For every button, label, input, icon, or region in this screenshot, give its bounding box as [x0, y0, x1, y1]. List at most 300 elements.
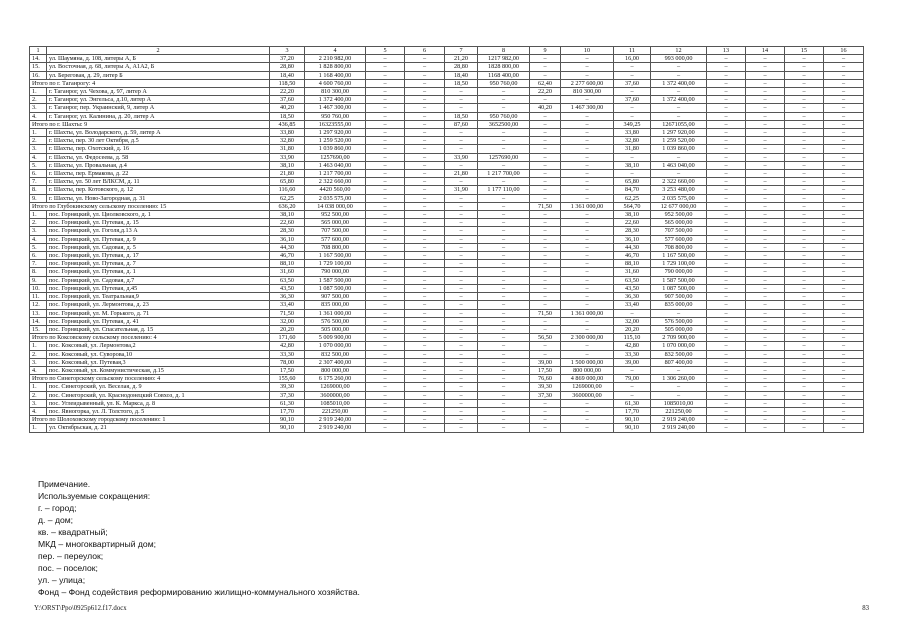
table-cell: –: [707, 424, 746, 432]
table-cell: –: [366, 211, 405, 219]
table-cell: –: [405, 342, 445, 350]
table-cell: –: [530, 71, 561, 79]
table-cell: 810 300,00: [305, 88, 366, 96]
table-cell: –: [405, 309, 445, 317]
table-cell: –: [366, 96, 405, 104]
table-cell: 1 500 000,00: [561, 358, 614, 366]
table-cell: –: [707, 334, 746, 342]
row-number-cell: 7.: [30, 178, 47, 186]
table-cell: –: [445, 129, 478, 137]
table-cell: 1 587 500,00: [305, 276, 366, 284]
table-cell: –: [478, 96, 530, 104]
table-cell: 3600000,00: [305, 391, 366, 399]
table-cell: –: [366, 293, 405, 301]
table-cell: –: [824, 63, 864, 71]
row-number-cell: 2.: [30, 391, 47, 399]
address-cell: пос. Синегорский, ул. Веселая, д. 9: [47, 383, 270, 391]
table-cell: –: [746, 301, 785, 309]
table-cell: –: [445, 145, 478, 153]
table-cell: 62,25: [270, 194, 305, 202]
table-cell: –: [530, 63, 561, 71]
table-cell: –: [824, 112, 864, 120]
table-cell: 3652500,00: [478, 120, 530, 128]
table-cell: 17,50: [530, 366, 561, 374]
table-row: [30, 194, 864, 202]
row-number-cell: 15.: [30, 325, 47, 333]
table-cell: –: [785, 416, 824, 424]
note-title: Примечание.: [38, 479, 91, 489]
table-cell: –: [746, 358, 785, 366]
row-number-cell: 1.: [30, 424, 47, 432]
table-cell: 4 600 760,00: [305, 79, 366, 87]
table-cell: –: [707, 309, 746, 317]
table-cell: 18,50: [445, 79, 478, 87]
table-cell: –: [478, 268, 530, 276]
table-row: [30, 325, 864, 333]
header-cell: 14: [746, 47, 785, 55]
table-cell: –: [445, 399, 478, 407]
table-cell: –: [366, 161, 405, 169]
table-cell: –: [530, 96, 561, 104]
table-cell: 1 729 100,00: [305, 260, 366, 268]
table-cell: –: [785, 284, 824, 292]
table-cell: 564,70: [614, 202, 651, 210]
table-cell: –: [785, 301, 824, 309]
table-cell: –: [746, 342, 785, 350]
table-cell: –: [405, 227, 445, 235]
table-cell: –: [746, 391, 785, 399]
table-cell: –: [707, 104, 746, 112]
table-cell: –: [824, 325, 864, 333]
table-row: [30, 301, 864, 309]
table-cell: 62,40: [530, 79, 561, 87]
table-cell: 950 760,00: [305, 112, 366, 120]
table-cell: –: [366, 424, 405, 432]
table-cell: 2 709 900,00: [651, 334, 707, 342]
row-number-cell: 8.: [30, 186, 47, 194]
table-cell: 1 167 500,00: [305, 252, 366, 260]
table-cell: 37,60: [270, 96, 305, 104]
table-cell: –: [366, 284, 405, 292]
table-cell: –: [561, 260, 614, 268]
table-cell: –: [561, 145, 614, 153]
table-cell: –: [746, 79, 785, 87]
address-cell: г. Таганрог, пер. Украинский, 9, литер А: [47, 104, 270, 112]
table-row: [30, 137, 864, 145]
table-row: [30, 63, 864, 71]
table-cell: –: [746, 334, 785, 342]
table-total-row: [30, 416, 864, 424]
table-cell: –: [366, 243, 405, 251]
table-cell: –: [824, 161, 864, 169]
table-cell: –: [445, 317, 478, 325]
table-cell: –: [785, 383, 824, 391]
table-cell: –: [405, 178, 445, 186]
table-cell: 90,10: [270, 416, 305, 424]
table-row: [30, 407, 864, 415]
table-cell: –: [824, 202, 864, 210]
table-cell: –: [746, 104, 785, 112]
total-label-cell: Итого по г. Таганрогу: 4: [30, 79, 270, 87]
table-cell: –: [478, 243, 530, 251]
table-cell: –: [405, 391, 445, 399]
table-cell: –: [746, 112, 785, 120]
table-row: [30, 268, 864, 276]
table-cell: –: [366, 194, 405, 202]
table-cell: –: [707, 227, 746, 235]
table-cell: –: [707, 293, 746, 301]
table-cell: –: [785, 137, 824, 145]
table-cell: –: [746, 202, 785, 210]
table-cell: –: [785, 112, 824, 120]
table-cell: 2 919 240,00: [305, 424, 366, 432]
table-cell: 33,40: [270, 301, 305, 309]
table-cell: –: [530, 235, 561, 243]
address-cell: пос. Горняцкий, ул. Циолковского, д. 1: [47, 211, 270, 219]
table-cell: –: [561, 407, 614, 415]
table-cell: 800 000,00: [305, 366, 366, 374]
table-cell: –: [366, 350, 405, 358]
table-cell: –: [785, 227, 824, 235]
table-cell: –: [824, 71, 864, 79]
table-cell: 43,50: [270, 284, 305, 292]
table-cell: 36,10: [270, 235, 305, 243]
table-cell: 1 039 860,00: [651, 145, 707, 153]
table-cell: –: [746, 252, 785, 260]
table-cell: 952 500,00: [305, 211, 366, 219]
table-row: [30, 153, 864, 161]
table-cell: 37,30: [270, 391, 305, 399]
table-cell: 42,80: [270, 342, 305, 350]
table-cell: 1 361 000,00: [561, 309, 614, 317]
table-cell: –: [405, 71, 445, 79]
address-cell: пос. Коксовый, ул. Суворова,10: [47, 350, 270, 358]
table-cell: –: [366, 399, 405, 407]
table-cell: 790 000,00: [651, 268, 707, 276]
table-cell: –: [478, 252, 530, 260]
table-cell: 565 000,00: [305, 219, 366, 227]
table-cell: 907 500,00: [651, 293, 707, 301]
table-row: [30, 186, 864, 194]
table-cell: 1 087 500,00: [305, 284, 366, 292]
row-number-cell: 14.: [30, 55, 47, 63]
table-cell: –: [366, 104, 405, 112]
table-cell: 38,10: [270, 211, 305, 219]
table-cell: –: [478, 260, 530, 268]
table-cell: –: [530, 424, 561, 432]
table-cell: 37,20: [270, 55, 305, 63]
table-cell: –: [445, 383, 478, 391]
address-cell: пос. Горняцкий, ул. Путевая, д. 17: [47, 252, 270, 260]
table-cell: –: [707, 235, 746, 243]
table-cell: 32,00: [270, 317, 305, 325]
table-cell: 576 500,00: [651, 317, 707, 325]
table-cell: 37,30: [530, 391, 561, 399]
table-cell: 71,50: [270, 309, 305, 317]
table-cell: 20,20: [270, 325, 305, 333]
table-cell: –: [824, 96, 864, 104]
table-cell: –: [561, 293, 614, 301]
table-cell: 832 500,00: [651, 350, 707, 358]
table-cell: –: [651, 112, 707, 120]
table-cell: 576 500,00: [305, 317, 366, 325]
table-cell: –: [746, 268, 785, 276]
table-row: [30, 252, 864, 260]
table-cell: –: [561, 219, 614, 227]
table-cell: –: [651, 71, 707, 79]
header-cell: 4: [305, 47, 366, 55]
row-number-cell: 13.: [30, 309, 47, 317]
table-cell: –: [614, 112, 651, 120]
table-cell: –: [746, 416, 785, 424]
table-cell: –: [746, 219, 785, 227]
table-row: [30, 55, 864, 63]
table-cell: –: [366, 71, 405, 79]
table-cell: –: [785, 342, 824, 350]
table-cell: 349,25: [614, 120, 651, 128]
address-cell: ул. Шаумяна, д. 108, литеры А, Б: [47, 55, 270, 63]
table-cell: 12671055,00: [651, 120, 707, 128]
table-cell: –: [707, 96, 746, 104]
table-cell: –: [746, 350, 785, 358]
row-number-cell: 9.: [30, 194, 47, 202]
footer-file-path: Y:\ORST\Ppo\0925p612.f17.docx: [34, 605, 127, 612]
table-cell: 21,20: [445, 55, 478, 63]
table-cell: –: [478, 399, 530, 407]
row-number-cell: 4.: [30, 366, 47, 374]
table-cell: –: [478, 293, 530, 301]
table-cell: –: [785, 202, 824, 210]
address-cell: пос. Горняцкий, ул. Садовая, д. 5: [47, 243, 270, 251]
table-cell: –: [478, 309, 530, 317]
table-cell: –: [707, 88, 746, 96]
table-cell: 71,50: [530, 309, 561, 317]
table-cell: –: [530, 317, 561, 325]
table-cell: –: [445, 96, 478, 104]
table-cell: –: [785, 161, 824, 169]
table-cell: 6 175 260,00: [305, 375, 366, 383]
address-cell: ул. Октябрьская, д. 21: [47, 424, 270, 432]
table-cell: –: [530, 260, 561, 268]
table-row: [30, 309, 864, 317]
table-cell: –: [785, 71, 824, 79]
table-cell: –: [405, 137, 445, 145]
table-cell: –: [614, 391, 651, 399]
table-cell: –: [445, 260, 478, 268]
address-cell: пос. Коксовый, ул. Путевая,3: [47, 358, 270, 366]
table-cell: 90,10: [270, 424, 305, 432]
table-cell: –: [445, 375, 478, 383]
table-cell: 636,20: [270, 202, 305, 210]
table-cell: –: [530, 129, 561, 137]
table-row: [30, 284, 864, 292]
address-cell: пос. Горняцкий, ул. Путевая, д.45: [47, 284, 270, 292]
total-label-cell: Итого по Синегорскому сельскому поселению: 4: [30, 375, 270, 383]
table-cell: –: [366, 186, 405, 194]
table-cell: 1 372 400,00: [651, 96, 707, 104]
table-cell: –: [824, 375, 864, 383]
table-cell: –: [366, 79, 405, 87]
table-cell: –: [651, 366, 707, 374]
table-cell: –: [478, 424, 530, 432]
table-cell: –: [746, 71, 785, 79]
table-cell: –: [707, 317, 746, 325]
table-cell: –: [707, 399, 746, 407]
table-cell: –: [824, 211, 864, 219]
table-cell: –: [824, 79, 864, 87]
table-cell: 31,90: [445, 186, 478, 194]
table-cell: –: [405, 375, 445, 383]
row-number-cell: 1.: [30, 383, 47, 391]
table-cell: –: [785, 79, 824, 87]
table-cell: –: [785, 129, 824, 137]
table-cell: –: [366, 342, 405, 350]
table-row: [30, 227, 864, 235]
row-number-cell: 2.: [30, 137, 47, 145]
table-cell: –: [366, 416, 405, 424]
table-cell: –: [707, 391, 746, 399]
table-row: [30, 145, 864, 153]
table-cell: 33,30: [270, 350, 305, 358]
address-cell: ул. Восточная, д. 68, литеры А, А1А2, Б: [47, 63, 270, 71]
table-cell: –: [707, 129, 746, 137]
table-cell: –: [366, 153, 405, 161]
row-number-cell: 1.: [30, 129, 47, 137]
table-cell: –: [530, 194, 561, 202]
table-cell: –: [746, 276, 785, 284]
table-cell: –: [746, 178, 785, 186]
table-cell: –: [824, 268, 864, 276]
table-cell: –: [746, 375, 785, 383]
table-cell: –: [707, 243, 746, 251]
table-cell: –: [707, 194, 746, 202]
table-cell: –: [478, 284, 530, 292]
table-cell: –: [405, 202, 445, 210]
table-cell: –: [405, 301, 445, 309]
header-cell: 9: [530, 47, 561, 55]
table-cell: 2 322 660,00: [651, 178, 707, 186]
table-cell: –: [366, 325, 405, 333]
table-cell: 78,00: [270, 358, 305, 366]
table-cell: –: [561, 424, 614, 432]
table-cell: –: [561, 301, 614, 309]
table-cell: –: [746, 243, 785, 251]
header-cell: 7: [445, 47, 478, 55]
table-cell: 44,30: [270, 243, 305, 251]
table-cell: –: [366, 383, 405, 391]
table-cell: –: [478, 211, 530, 219]
table-cell: 31,60: [270, 268, 305, 276]
table-cell: 4420 560,00: [305, 186, 366, 194]
table-cell: 952 500,00: [651, 211, 707, 219]
table-cell: –: [785, 309, 824, 317]
table-cell: –: [366, 366, 405, 374]
table-cell: –: [561, 170, 614, 178]
table-cell: 17,70: [270, 407, 305, 415]
table-cell: 708 800,00: [305, 243, 366, 251]
address-cell: г. Шахты, ул. Федосеева, д. 58: [47, 153, 270, 161]
table-cell: –: [405, 153, 445, 161]
table-cell: –: [707, 161, 746, 169]
row-number-cell: 5.: [30, 161, 47, 169]
table-cell: –: [478, 350, 530, 358]
table-cell: –: [707, 342, 746, 350]
table-cell: 33,90: [270, 153, 305, 161]
table-cell: 2 035 575,00: [305, 194, 366, 202]
note-line: Фонд – Фонд содействия реформированию жилищно-коммунального хозяйства.: [38, 587, 360, 597]
table-cell: 22,20: [270, 88, 305, 96]
table-cell: –: [530, 178, 561, 186]
table-cell: –: [405, 219, 445, 227]
total-label-cell: Итого по г. Шахты: 9: [30, 120, 270, 128]
table-cell: –: [746, 129, 785, 137]
note-line: пос. – поселок;: [38, 563, 98, 573]
table-row: [30, 243, 864, 251]
table-cell: 84,70: [614, 186, 651, 194]
table-cell: –: [405, 276, 445, 284]
table-cell: –: [530, 153, 561, 161]
table-cell: 1269000,00: [305, 383, 366, 391]
table-cell: –: [405, 407, 445, 415]
table-cell: –: [561, 112, 614, 120]
table-cell: –: [561, 350, 614, 358]
table-cell: 1 039 860,00: [305, 145, 366, 153]
table-cell: –: [614, 63, 651, 71]
table-cell: 221250,00: [651, 407, 707, 415]
table-cell: –: [746, 153, 785, 161]
table-cell: –: [785, 358, 824, 366]
address-cell: г. Таганрог, ул. Чехова, д. 97, литер А: [47, 88, 270, 96]
table-cell: 118,50: [270, 79, 305, 87]
table-cell: –: [405, 366, 445, 374]
table-cell: –: [824, 88, 864, 96]
row-number-cell: 2.: [30, 96, 47, 104]
table-cell: –: [478, 334, 530, 342]
table-row: [30, 293, 864, 301]
table-cell: 31,80: [270, 145, 305, 153]
table-cell: –: [707, 383, 746, 391]
table-cell: –: [614, 104, 651, 112]
address-cell: г. Шахты, пер. Охотский, д. 16: [47, 145, 270, 153]
table-cell: –: [530, 186, 561, 194]
table-cell: 708 800,00: [651, 243, 707, 251]
table-row: [30, 178, 864, 186]
table-cell: 33,80: [270, 129, 305, 137]
table-row: [30, 276, 864, 284]
table-cell: –: [824, 227, 864, 235]
table-cell: 1 361 000,00: [561, 202, 614, 210]
table-cell: –: [530, 407, 561, 415]
table-cell: 90,10: [614, 416, 651, 424]
table-cell: 39,00: [614, 358, 651, 366]
table-cell: –: [405, 317, 445, 325]
table-cell: –: [824, 129, 864, 137]
table-cell: –: [746, 293, 785, 301]
table-row: [30, 211, 864, 219]
table-cell: 2 300 000,00: [561, 334, 614, 342]
table-cell: –: [530, 284, 561, 292]
table-cell: 505 000,00: [651, 325, 707, 333]
table-cell: –: [824, 309, 864, 317]
table-cell: –: [561, 399, 614, 407]
table-cell: –: [651, 88, 707, 96]
table-cell: –: [746, 211, 785, 219]
table-cell: –: [785, 55, 824, 63]
table-cell: 2 035 575,00: [651, 194, 707, 202]
table-cell: –: [746, 325, 785, 333]
table-cell: –: [614, 309, 651, 317]
table-cell: –: [824, 243, 864, 251]
